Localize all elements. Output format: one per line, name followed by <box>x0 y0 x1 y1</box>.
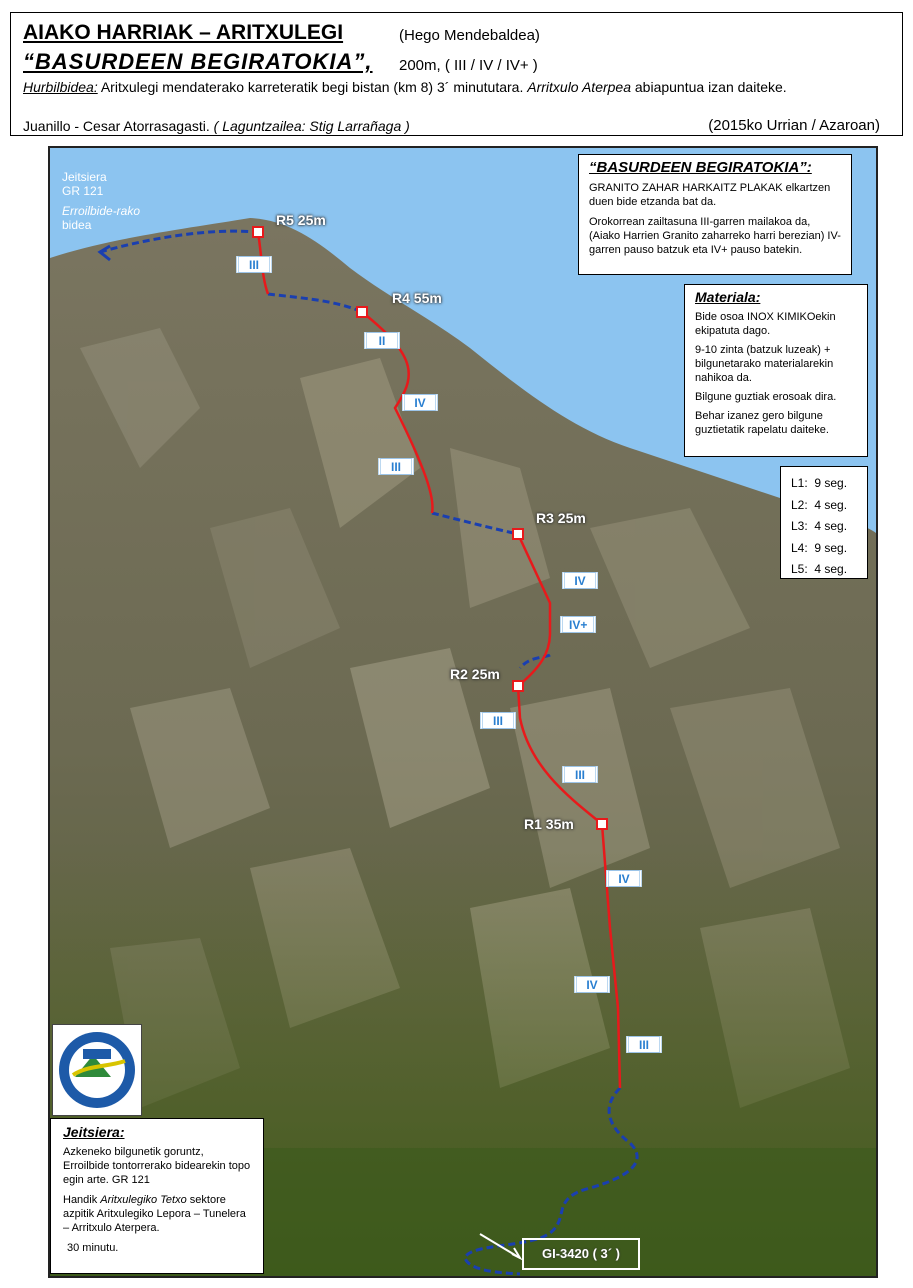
approach-label: Hurbilbidea: <box>23 79 98 95</box>
descent-time: 30 minutu. <box>67 1242 119 1254</box>
area-title: AIAKO HARRIAK – ARITXULEGI <box>23 21 344 44</box>
approach-place: Arritxulo Aterpea <box>527 79 631 95</box>
relay-marker-r3 <box>512 528 524 540</box>
route-info-heading: “BASURDEEN BEGIRATOKIA”: <box>589 159 812 176</box>
club-logo-icon <box>53 1025 141 1115</box>
pitch-length-row <box>791 495 857 517</box>
authors: Juanillo - Cesar Atorrasagasti. <box>23 118 210 134</box>
descent-heading: Jeitsiera: <box>63 1124 125 1140</box>
route-length-grades: 200m, ( III / IV / IV+ ) <box>399 57 538 74</box>
grade-tag: II <box>364 332 400 349</box>
pitch-length-label: L3: <box>791 519 808 533</box>
relay-marker-r2 <box>512 680 524 692</box>
date: (2015ko Urrian / Azaroan) <box>708 117 880 134</box>
pitch-length-row <box>791 559 857 581</box>
approach-text: Aritxulegi mendaterako karreteratik begi bistan (km 8) 3´ minututara. <box>97 79 528 95</box>
grade-tag: III <box>480 712 516 729</box>
pitch-length-row <box>791 516 857 538</box>
pitch-length-value: 4 seg. <box>814 519 848 533</box>
approach-end: abiapuntua izan daiteke. <box>631 79 787 95</box>
pitch-length-row <box>791 473 857 495</box>
material-p4: Behar izanez gero bilgune guztietatik rapelatu daiteke. <box>695 410 829 436</box>
grade-tag: IV+ <box>560 616 596 633</box>
approach-line <box>23 79 787 95</box>
grade-tag: IV <box>402 394 438 411</box>
road-label: GI-3420 ( 3´ ) <box>522 1238 640 1270</box>
material-heading: Materiala: <box>695 289 761 305</box>
relay-label-r3: R3 25m <box>536 510 586 526</box>
topo-photo <box>48 146 878 1278</box>
relay-marker-r5 <box>252 226 264 238</box>
descent-p2-a: Handik <box>63 1194 101 1206</box>
grade-tag: III <box>236 256 272 273</box>
pitch-lengths-box <box>780 466 868 579</box>
pitch-length-value: 9 seg. <box>814 476 848 490</box>
grade-tag: IV <box>606 870 642 887</box>
relay-label-r2: R2 25m <box>450 666 500 682</box>
grade-tag: III <box>562 766 598 783</box>
relay-label-r1: R1 35m <box>524 816 574 832</box>
pitch-length-label: L4: <box>791 540 808 555</box>
relay-label-r4: R4 55m <box>392 290 442 306</box>
pitch-length-row <box>791 538 857 560</box>
grade-tag: III <box>626 1036 662 1053</box>
descent-top-label-2: GR 121 <box>62 184 104 198</box>
grade-tag: IV <box>574 976 610 993</box>
route-info-p1: GRANITO ZAHAR HARKAITZ PLAKAK elkartzen duen bide etzanda bat da. <box>589 182 831 208</box>
material-p1: Bide osoa INOX KIMIKOekin ekipatuta dago. <box>695 311 836 337</box>
helper: ( Laguntzailea: Stig Larrañaga ) <box>209 118 410 134</box>
relay-marker-r1 <box>596 818 608 830</box>
descent-top-label-3: Erroilbide-rako <box>62 204 141 218</box>
material-p2: 9-10 zinta (batzuk luzeak) + bilgunetarako materialarekin nahikoa da. <box>695 344 834 384</box>
grade-tag: IV <box>562 572 598 589</box>
authors-line <box>23 118 410 134</box>
relay-label-r5: R5 25m <box>276 212 326 228</box>
descent-top-label-4: bidea <box>62 218 92 232</box>
pitch-length-label: L5: <box>791 562 808 576</box>
descent-p1: Azkeneko bilgunetik goruntz, Erroilbide tontorrerako bidearekin topo egin arte. GR 121 <box>63 1146 251 1186</box>
title-header <box>10 12 903 136</box>
route-name: “BASURDEEN BEGIRATOKIA”, <box>23 49 373 74</box>
descent-box <box>50 1118 264 1274</box>
grade-tag: III <box>378 458 414 475</box>
descent-p2-c: sektore azpitik Aritxulegiko Lepora – Tunelera – Arritxulo Aterpera. <box>63 1194 246 1234</box>
material-box <box>684 284 868 457</box>
material-p3: Bilgune guztiak erosoak dira. <box>695 391 837 403</box>
route-info-p2: Orokorrean zailtasuna III-garren mailakoa da, (Aiako Harrien Granito zaharreko harri berezian) IV-garren pauso batzuk eta IV+ pauso batekin. <box>589 216 841 256</box>
pitch-length-label: L1: <box>791 476 808 490</box>
pitch-length-value: 4 seg. <box>814 562 848 576</box>
relay-marker-r4 <box>356 306 368 318</box>
club-logo <box>52 1024 142 1116</box>
pitch-length-value: 9 seg. <box>814 540 848 555</box>
area-orientation: (Hego Mendebaldea) <box>399 27 540 44</box>
descent-p2-sector: Aritxulegiko Tetxo <box>100 1194 187 1206</box>
pitch-length-value: 4 seg. <box>814 497 848 512</box>
pitch-length-label: L2: <box>791 497 808 512</box>
descent-p2 <box>63 1193 251 1235</box>
descent-top-label-1: Jeitsiera <box>62 170 107 184</box>
route-info-box <box>578 154 852 275</box>
